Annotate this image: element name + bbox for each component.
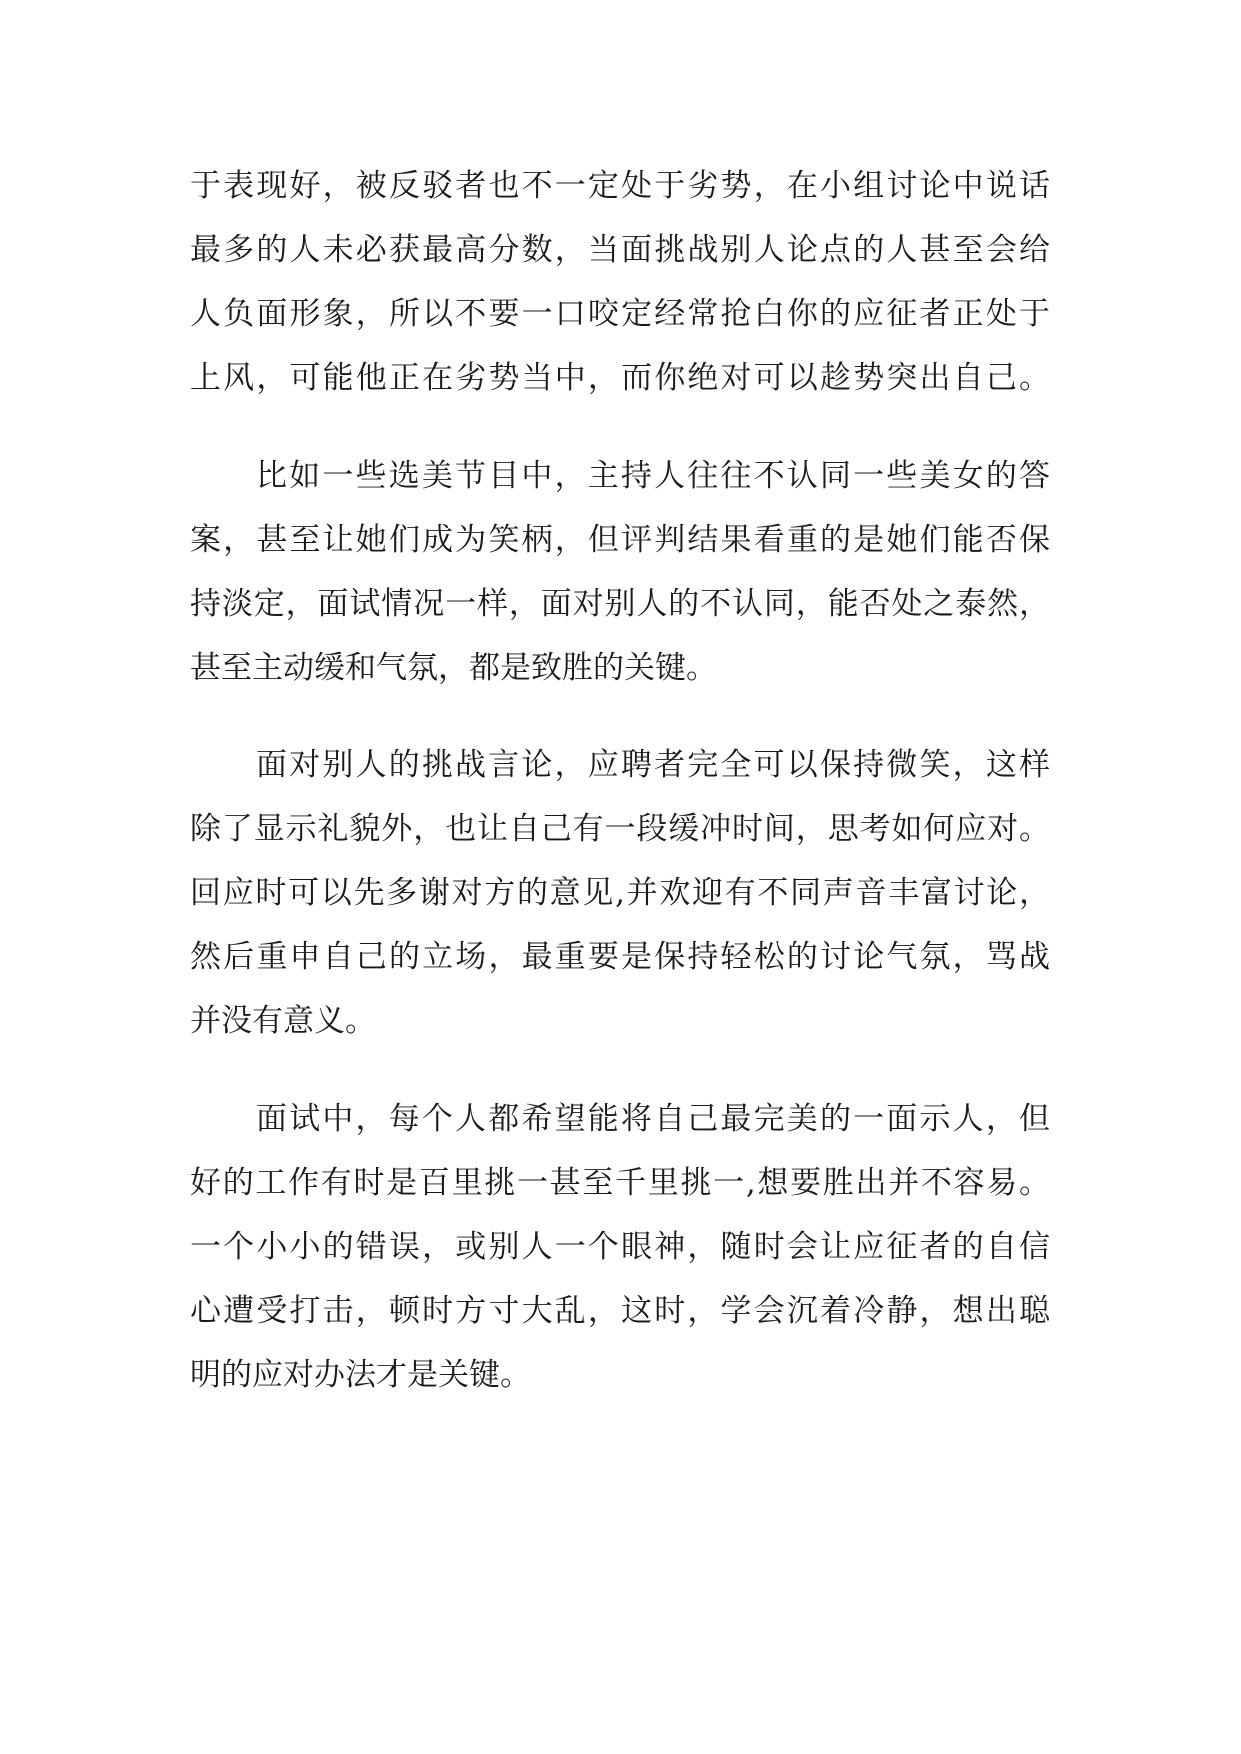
paragraph-3: [190, 733, 1050, 1053]
text-line: 回应时可以先多谢对方的意见,并欢迎有不同声音丰富讨论，: [190, 875, 1050, 911]
text-line: 甚至主动缓和气氛，都是致胜的关键。: [190, 650, 717, 686]
text-line: 心遭受打击，顿时方寸大乱，这时，学会沉着冷静，想出聪: [190, 1293, 1050, 1329]
text-line: 面对别人的挑战言论，应聘者完全可以保持微笑，这样: [256, 747, 1050, 783]
paragraph-2: [190, 444, 1050, 700]
text-line: 好的工作有时是百里挑一甚至千里挑一,想要胜出并不容易。: [190, 1165, 1050, 1201]
text-line: 并没有意义。: [190, 1003, 376, 1039]
text-line: 于表现好，被反驳者也不一定处于劣势，在小组讨论中说话: [190, 168, 1050, 204]
text-line: 案，甚至让她们成为笑柄，但评判结果看重的是她们能否保: [190, 522, 1050, 558]
text-line: 明的应对办法才是关键。: [190, 1357, 531, 1393]
text-line: 上风，可能他正在劣势当中，而你绝对可以趁势突出自己。: [190, 360, 1050, 396]
text-line: 持淡定，面试情况一样，面对别人的不认同，能否处之泰然，: [190, 586, 1050, 622]
paragraph-1: [190, 154, 1050, 410]
text-line: 面试中，每个人都希望能将自己最完美的一面示人，但: [256, 1101, 1050, 1137]
paragraph-4: [190, 1087, 1050, 1407]
text-line: 人负面形象，所以不要一口咬定经常抢白你的应征者正处于: [190, 296, 1050, 332]
text-line: 最多的人未必获最高分数，当面挑战别人论点的人甚至会给: [190, 232, 1050, 268]
text-line: 一个小小的错误，或别人一个眼神，随时会让应征者的自信: [190, 1229, 1050, 1265]
text-line: 然后重申自己的立场，最重要是保持轻松的讨论气氛，骂战: [190, 939, 1050, 975]
text-line: 除了显示礼貌外，也让自己有一段缓冲时间，思考如何应对。: [190, 811, 1050, 847]
text-line: 比如一些选美节目中，主持人往往不认同一些美女的答: [256, 458, 1050, 494]
